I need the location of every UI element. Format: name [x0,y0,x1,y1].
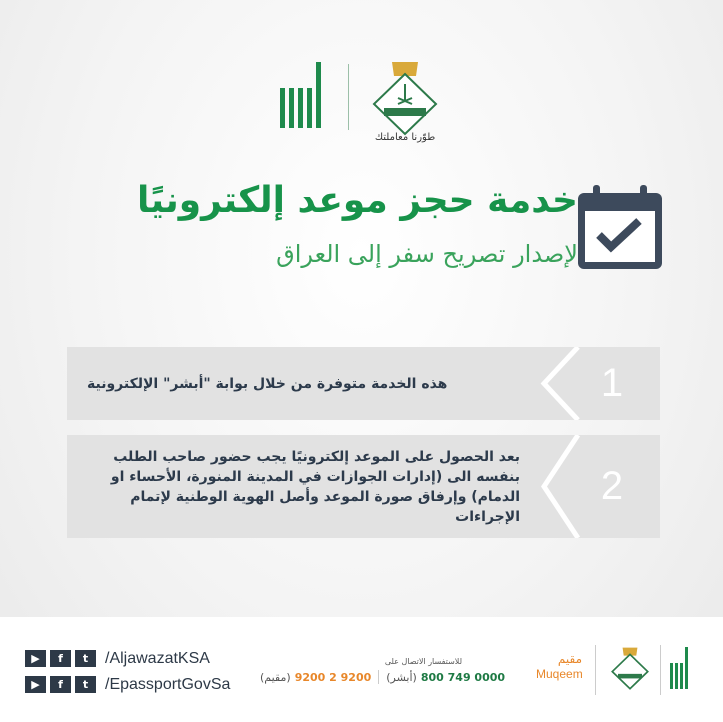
contact-label: للاستفسار الاتصال على [384,657,462,666]
step-number: 2 [600,464,624,508]
facebook-icon[interactable]: f [50,650,71,667]
muqeem-phone: 9200 2 9200 [294,670,372,684]
step-text: هذه الخدمة متوفرة من خلال بوابة "أبشر" الإلكترونية [87,375,448,392]
youtube-icon[interactable]: ▶ [25,650,46,667]
step-2 [67,435,660,538]
logo-divider [348,64,349,130]
footer [0,617,723,722]
social-handle[interactable]: /AljawazatKSA [105,650,210,667]
muqeem-logo-en: Muqeem [536,667,583,681]
facebook-icon[interactable]: f [50,676,71,693]
step-text: بعد الحصول على الموعد إلكترونيًا يجب حضور صاحب الطلب بنفسه الى (إدارات الجوازات في المدينة المنورة، الأحساء او الدمام) وإرفاق صورة الموعد وأصل الهوية الوطنية لإتمام الإجراءات [110,448,520,525]
absher-label: (أبشر) [386,670,417,684]
step-1 [67,347,660,420]
jawazat-tagline: طوّرنا معاملتك [374,132,436,143]
absher-phone: 800 749 0000 [420,670,506,684]
jawazat-emblem-small [610,639,650,699]
muqeem-logo-ar: مقيم [557,652,582,666]
twitter-icon[interactable]: t [75,650,96,667]
absher-logo [280,62,330,128]
twitter-icon[interactable]: t [75,676,96,693]
absher-logo-small [670,647,688,689]
social-handle[interactable]: /EpassportGovSa [105,676,231,693]
muqeem-label: (مقيم) [260,670,291,684]
youtube-icon[interactable]: ▶ [25,676,46,693]
page-title: خدمة حجز موعد إلكترونيًا [137,180,578,221]
step-number: 1 [600,361,624,405]
page-subtitle: لإصدار تصريح سفر إلى العراق [276,240,578,268]
calendar-check-icon [575,183,665,273]
